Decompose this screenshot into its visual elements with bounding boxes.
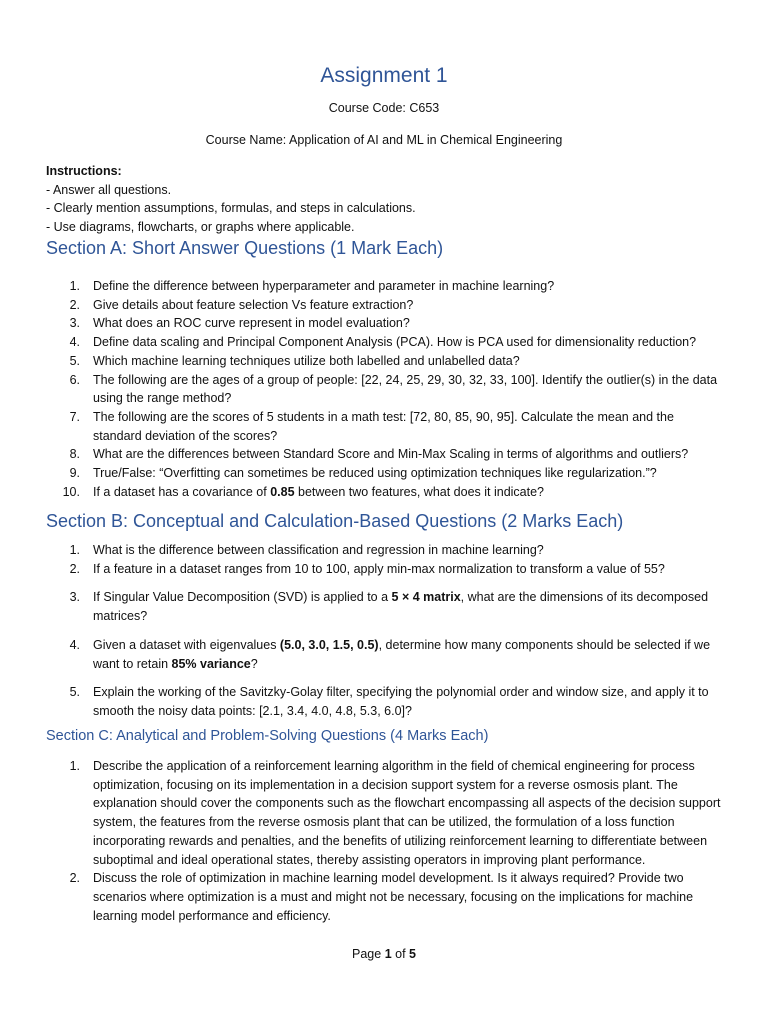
section-b-questions	[46, 541, 722, 721]
list-item: 9. True/False: “Overfitting can sometimes be reduced using optimization techniques like regularization.”?	[69, 466, 657, 481]
list-item: 5. Which machine learning techniques utilize both labelled and unlabelled data?	[69, 353, 520, 368]
instruction-item: - Use diagrams, flowcharts, or graphs where applicable.	[46, 220, 355, 235]
instruction-item: - Clearly mention assumptions, formulas, and steps in calculations.	[46, 201, 416, 216]
list-item: 2. Give details about feature selection Vs feature extraction?	[69, 297, 414, 312]
section-a-heading: Section A: Short Answer Questions (1 Mark Each)	[46, 238, 444, 258]
instructions-heading: Instructions:	[46, 164, 122, 178]
list-item: 4. Given a dataset with eigenvalues (5.0, 3.0, 1.5, 0.5), determine how many components should be selected if we want to retain 85% variance?	[69, 637, 711, 671]
instructions-block	[46, 162, 416, 237]
page-total: 5	[409, 947, 416, 961]
list-item: 4. Define data scaling and Principal Component Analysis (PCA). How is PCA used for dimensionality reduction?	[69, 335, 697, 350]
section-c-questions	[46, 757, 722, 925]
course-code: Course Code: C653	[328, 101, 440, 115]
list-item: 7. The following are the scores of 5 students in a math test: [72, 80, 85, 90, 95]. Calculate the mean and the standard deviation of the scores?	[69, 409, 674, 443]
list-item: 8. What are the differences between Standard Score and Min-Max Scaling in terms of algorithms and outliers?	[69, 447, 689, 462]
section-c-heading: Section C: Analytical and Problem-Solving Questions (4 Marks Each)	[46, 728, 489, 744]
section-a-questions	[46, 277, 722, 501]
list-item: 10. If a dataset has a covariance of 0.85 between two features, what does it indicate?	[62, 484, 545, 499]
page-label: Page	[352, 947, 385, 961]
list-item: 6. The following are the ages of a group of people: [22, 24, 25, 29, 30, 32, 33, 100]. Identify the outlier(s) in the data using the range method?	[69, 372, 718, 406]
list-item: 2. If a feature in a dataset ranges from 10 to 100, apply min-max normalization to transform a value of 55?	[69, 561, 665, 576]
list-item: 1. Describe the application of a reinforcement learning algorithm in the field of chemical engineering for process optimization, focusing on its implementation in a decision support system for a reverse osmosis plant. The explanation should cover the components such as the flowchart encompassing all aspects of the decision support system, the features from the reverse osmosis plant that can be utilized, the formulation of a loss function incorporating rewards and penalties, and the benefits of utilizing reinforcement learning to differentiate between suboptimal and ideal operational states, thereby assisting operators in improving plant performance.	[69, 759, 721, 867]
document-title: Assignment 1	[320, 64, 448, 87]
list-item: 1. What is the difference between classification and regression in machine learning?	[69, 543, 544, 557]
instruction-item: - Answer all questions.	[46, 182, 172, 197]
list-item: 3. What does an ROC curve represent in model evaluation?	[69, 316, 410, 331]
page-of: of	[391, 947, 410, 961]
list-item: 2. Discuss the role of optimization in machine learning model development. Is it always required? Provide two scenarios where optimization is a must and might not be necessary, focusing on the implications for machine learning model performance and efficiency.	[69, 871, 694, 923]
list-item: 3. If Singular Value Decomposition (SVD) is applied to a 5 × 4 matrix, what are the dimensions of its decomposed matrices?	[69, 590, 709, 624]
page-current: 1	[384, 947, 392, 961]
page-footer	[0, 947, 768, 961]
list-item: 1. Define the difference between hyperparameter and parameter in machine learning?	[69, 279, 555, 293]
section-b-heading: Section B: Conceptual and Calculation-Based Questions (2 Marks Each)	[46, 511, 624, 531]
list-item: 5. Explain the working of the Savitzky-Golay filter, specifying the polynomial order and window size, and apply it to smooth the noisy data points: [2.1, 3.4, 4.0, 4.8, 5.3, 6.0]?	[69, 685, 709, 718]
course-name: Course Name: Application of AI and ML in Chemical Engineering	[205, 133, 563, 147]
